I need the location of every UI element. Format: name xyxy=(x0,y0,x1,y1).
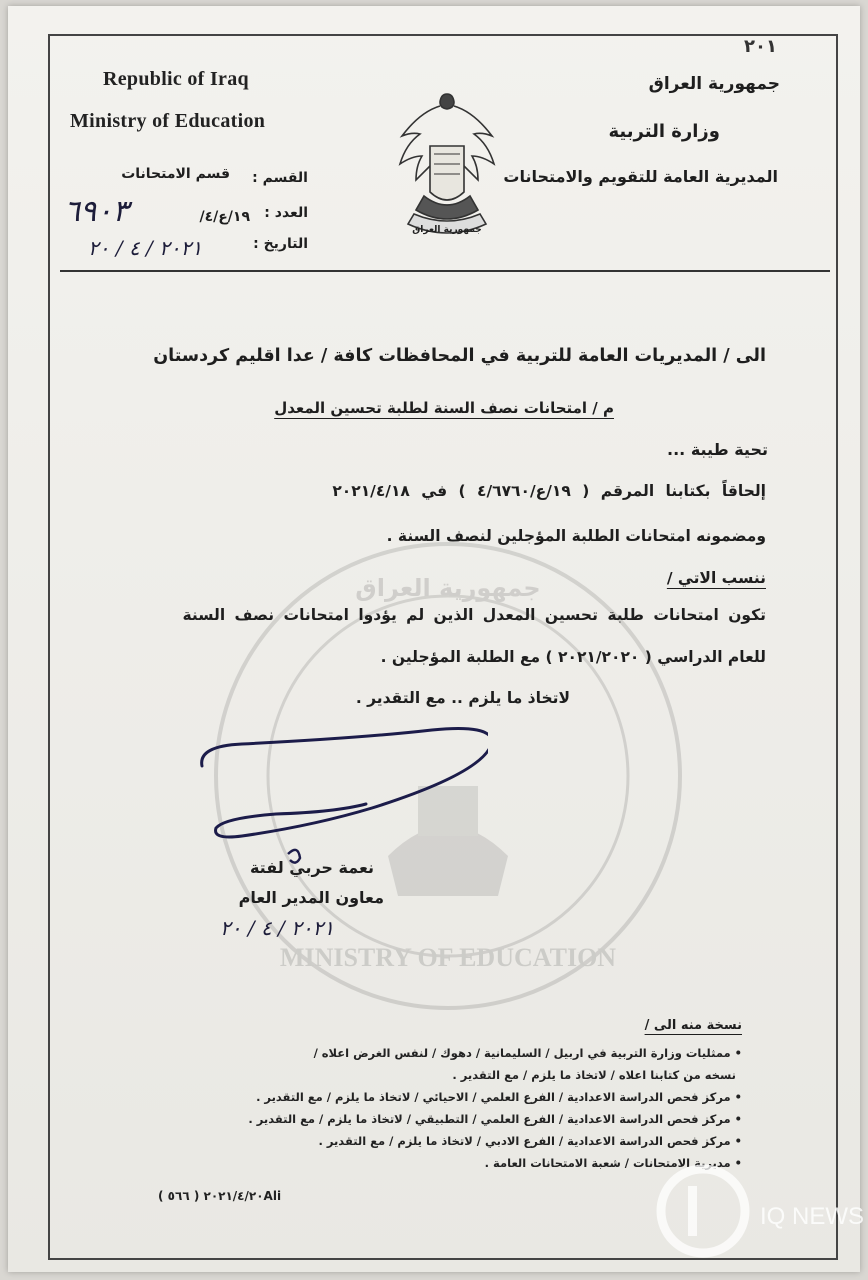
copies-item: • مركز فحص الدراسة الاعدادية / الفرع العلمي / التطبيقي / لاتخاذ ما يلزم / مع التقدير . xyxy=(248,1112,742,1126)
copies-item: • مديرية الامتحانات / شعبة الامتحانات العامة . xyxy=(484,1156,742,1170)
copies-item: • مركز فحص الدراسة الاعدادية / الفرع الادبي / لاتخاذ ما يلزم / مع التقدير . xyxy=(318,1134,742,1148)
emblem-caption: جمهورية العراق xyxy=(412,225,482,235)
header-ar-directorate: المديرية العامة للتقويم والامتحانات xyxy=(503,167,778,186)
document-page xyxy=(8,6,865,1272)
body-para1-line2: ومضمونه امتحانات الطلبة المؤجلين لنصف السنة . xyxy=(386,527,766,545)
footer-reference: ( ٥٦٦ ) ٢٠٢١/٤/٢٠Ali xyxy=(158,1189,282,1203)
header-separator xyxy=(60,270,830,272)
copies-item: • ممثليات وزارة التربية في اربيل / السليمانية / دهوك / لنفس الغرض اعلاه / xyxy=(313,1046,742,1060)
date-label: التاريخ : xyxy=(253,236,308,252)
body-para2-line2: للعام الدراسي ( ٢٠٢١/٢٠٢٠ ) مع الطلبة المؤجلين . xyxy=(380,648,766,666)
signatory-name: نعمة حربي لفتة xyxy=(249,858,374,877)
page-mark: ٢٠١ xyxy=(744,36,777,57)
stamp-text-bottom: MINISTRY OF EDUCATION xyxy=(279,943,617,972)
number-label: العدد : xyxy=(264,205,308,221)
body-para2-line1: تكون امتحانات طلبة تحسين المعدل الذين لم يؤدوا امتحانات نصف السنة xyxy=(182,606,766,624)
stamp-text-top: جمهورية العراق xyxy=(355,574,541,602)
signatory-title: معاون المدير العام xyxy=(238,888,384,907)
iraq-eagle-emblem xyxy=(394,84,500,244)
directive-heading: ننسب الاتي / xyxy=(666,569,766,587)
recipient-line: الى / المديريات العامة للتربية في المحافظات كافة / عدا اقليم كردستان xyxy=(153,346,766,366)
subject-line: م / امتحانات نصف السنة لطلبة تحسين المعدل xyxy=(274,399,614,417)
closing-line: لاتخاذ ما يلزم .. مع التقدير . xyxy=(355,689,570,707)
copies-item: • مركز فحص الدراسة الاعدادية / الفرع العلمي / الاحيائي / لاتخاذ ما يلزم / مع التقدير . xyxy=(256,1090,742,1104)
number-handwritten: ٦٩٠٣ xyxy=(64,194,129,229)
header-ar-ministry: وزارة التربية xyxy=(608,121,720,142)
section-label: القسم : xyxy=(252,170,308,186)
header-en-republic: Republic of Iraq xyxy=(103,68,249,90)
header-ar-republic: جمهورية العراق xyxy=(648,74,780,94)
news-watermark xyxy=(648,1156,868,1266)
watermark-text: IQ NEWS xyxy=(760,1203,865,1230)
greeting: تحية طيبة ... xyxy=(667,440,768,459)
date-handwritten: ٢٠٢١ / ٤ / ٢٠ xyxy=(88,236,203,260)
signatory-date-handwritten: ٢٠٢١ / ٤ / ٢٠ xyxy=(220,916,335,940)
copies-item: نسخه من كتابنا اعلاه / لاتخاذ ما يلزم / مع التقدير . xyxy=(452,1068,736,1082)
section-value: قسم الامتحانات xyxy=(121,166,230,182)
number-prefix: ١٩/ع/٤/ xyxy=(199,209,250,225)
copies-heading: نسخة منه الى / xyxy=(644,1018,742,1033)
handwritten-signature xyxy=(188,726,488,876)
body-para1-line1: إلحاقاً بكتابنا المرقم ( ١٩/ع/٤/٦٧٦٠ ) في ٢٠٢١/٤/١٨ xyxy=(332,482,766,500)
copies-list xyxy=(102,1038,742,1174)
header-en-ministry: Ministry of Education xyxy=(70,110,266,132)
